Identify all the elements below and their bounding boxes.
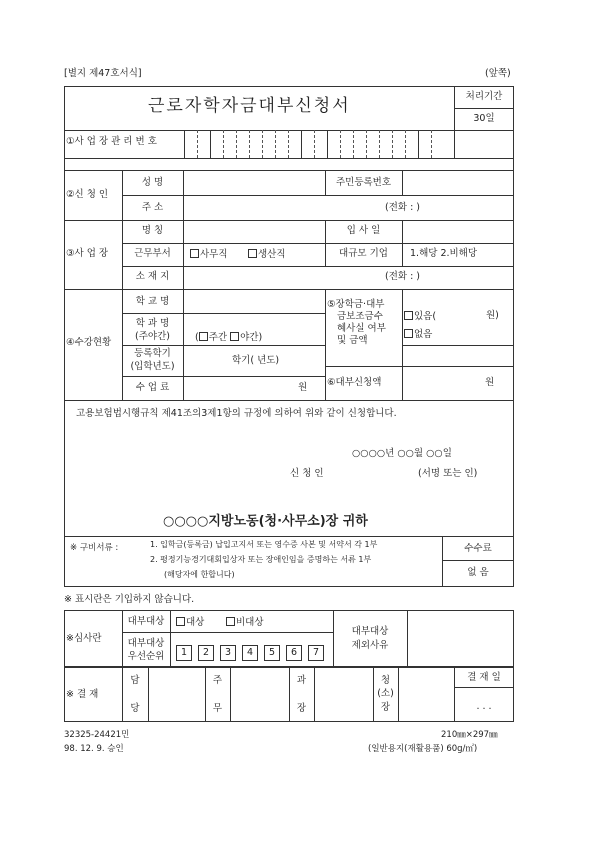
applicant-label: ②신 청 인 (66, 189, 109, 200)
scholarship-label-4: 및 금액 (337, 335, 368, 346)
production-checkbox[interactable]: 생산직 (248, 249, 286, 260)
signer-label: 신 청 인 (290, 468, 324, 479)
processing-period-label: 처리기간 (465, 91, 503, 102)
checkbox-icon (190, 249, 199, 258)
target-option[interactable]: 대상 (176, 617, 204, 628)
approval-label: ※ 결 재 (66, 689, 99, 700)
document-item-2-note: (해당자에 한합니다) (164, 570, 235, 579)
checkbox-icon (176, 617, 185, 626)
scholarship-yes-unit: 원) (486, 310, 499, 321)
approval-head-2: (소) (377, 688, 394, 699)
entry-year-label: (입학년도) (130, 361, 175, 372)
location-label: 소 재 지 (135, 271, 170, 282)
checkbox-icon (248, 249, 257, 258)
semester-label: 등록학기 (134, 348, 171, 359)
day-night-label: (주야간) (135, 331, 170, 342)
approval-head-1: 청 (380, 675, 391, 686)
application-date: ○○○○년 ○○월 ○○일 (352, 448, 452, 459)
scholarship-label-2: 금보조금수 (337, 311, 383, 322)
checkbox-icon[interactable] (199, 332, 208, 341)
priority-box-6[interactable]: 6 (286, 645, 302, 661)
rrn-label: 주민등록번호 (335, 177, 392, 188)
addressee: ○○○○지방노동(청·사무소)장 귀하 (163, 514, 368, 529)
excluded-reason-label-1: 대부대상 (351, 626, 389, 637)
document-item-2: 2. 평정기능경기대회입상자 또는 장애인임을 증명하는 서류 1부 (150, 555, 372, 564)
excluded-reason-label-2: 제외사유 (351, 640, 389, 651)
school-name-label: 학 교 명 (135, 296, 170, 307)
office-checkbox[interactable]: 사무직 (190, 249, 228, 260)
approval-date-label: 결 재 일 (467, 672, 501, 683)
statement-text: 고용보험법시행규칙 제41조의3제1항의 규정에 의하여 위와 같이 신청합니다. (76, 408, 397, 419)
approval-section-chief-1: 과 (296, 675, 307, 686)
review-label: ※심사란 (66, 633, 102, 644)
large-company-value: 1.해당 2.비해당 (410, 248, 478, 259)
priority-box-2[interactable]: 2 (198, 645, 214, 661)
join-date-label: 입 사 일 (346, 225, 381, 236)
approval-section-chief-2: 장 (296, 703, 307, 714)
tuition-unit: 원 (298, 382, 308, 393)
large-company-label: 대규모 기업 (339, 248, 388, 259)
semester-value: 학기( 년도) (232, 355, 280, 366)
checkbox-icon (226, 617, 235, 626)
workplace-name-label: 명 칭 (141, 225, 164, 236)
checkbox-icon (404, 329, 413, 338)
name-label: 성 명 (141, 177, 164, 188)
non-target-option[interactable]: 비대상 (226, 617, 264, 628)
document-item-1: 1. 입학금(등록금) 납입고지서 또는 영수증 사본 및 서약서 각 1부 (150, 540, 378, 549)
approval-stamp: 98. 12. 9. 승인 (64, 744, 124, 754)
loan-request-label: ⑥대부신청액 (327, 377, 382, 388)
priority-label-2: 우선순위 (127, 651, 165, 662)
page-side: (앞쪽) (485, 68, 511, 79)
approval-officer-2: 무 (212, 703, 223, 714)
loan-request-unit: 원 (485, 377, 495, 388)
scholarship-label-3: 혜사실 여부 (337, 323, 386, 334)
loan-target-label: 대부대상 (127, 616, 165, 627)
priority-box-1[interactable]: 1 (176, 645, 192, 661)
processing-period-value: 30일 (473, 113, 495, 124)
workplace-phone: (전화 : ) (385, 271, 421, 282)
scholarship-label-1: ⑤장학금·대부 (327, 299, 385, 310)
priority-label-1: 대부대상 (127, 638, 165, 649)
priority-box-3[interactable]: 3 (220, 645, 236, 661)
major-label: 학 과 명 (135, 318, 170, 329)
tuition-label: 수 업 료 (135, 382, 170, 393)
fee-value: 없 음 (467, 567, 489, 578)
business-number-label: ①사 업 장 관 리 번 호 (66, 136, 157, 147)
office-use-note: ※ 표시란은 기입하지 않습니다. (64, 594, 195, 605)
address-label: 주 소 (141, 202, 164, 213)
paper-size: 210㎜×297㎜ (441, 730, 498, 740)
priority-box-4[interactable]: 4 (242, 645, 258, 661)
day-night-options: ( 주간 야간) (195, 332, 263, 343)
form-number: [별지 제47호서식] (64, 68, 142, 79)
form-title: 근로자학자금대부신청서 (148, 96, 351, 116)
applicant-phone: (전화 : ) (385, 202, 421, 213)
priority-box-7[interactable]: 7 (308, 645, 324, 661)
department-label: 근무부서 (134, 248, 171, 259)
study-status-label: ④수강현황 (66, 337, 112, 348)
workplace-label: ③사 업 장 (66, 248, 109, 259)
form-code: 32325-24421민 (64, 730, 130, 740)
fee-label: 수수료 (464, 543, 492, 554)
approval-officer-1: 주 (212, 675, 223, 686)
paper-type: (일반용지(재활용품) 60g/㎡) (368, 744, 478, 754)
approval-date-value: . . . (476, 701, 492, 712)
scholarship-yes[interactable]: 있음( (404, 311, 436, 322)
documents-label: ※ 구비서류 : (70, 543, 119, 553)
approval-staff-1: 담 (130, 675, 140, 686)
checkbox-icon[interactable] (230, 332, 239, 341)
checkbox-icon (404, 311, 413, 320)
approval-head-3: 장 (380, 702, 391, 713)
priority-box-5[interactable]: 5 (264, 645, 280, 661)
signature-note: (서명 또는 인) (418, 468, 478, 479)
scholarship-no[interactable]: 없음 (404, 329, 432, 340)
approval-staff-2: 당 (130, 703, 140, 714)
